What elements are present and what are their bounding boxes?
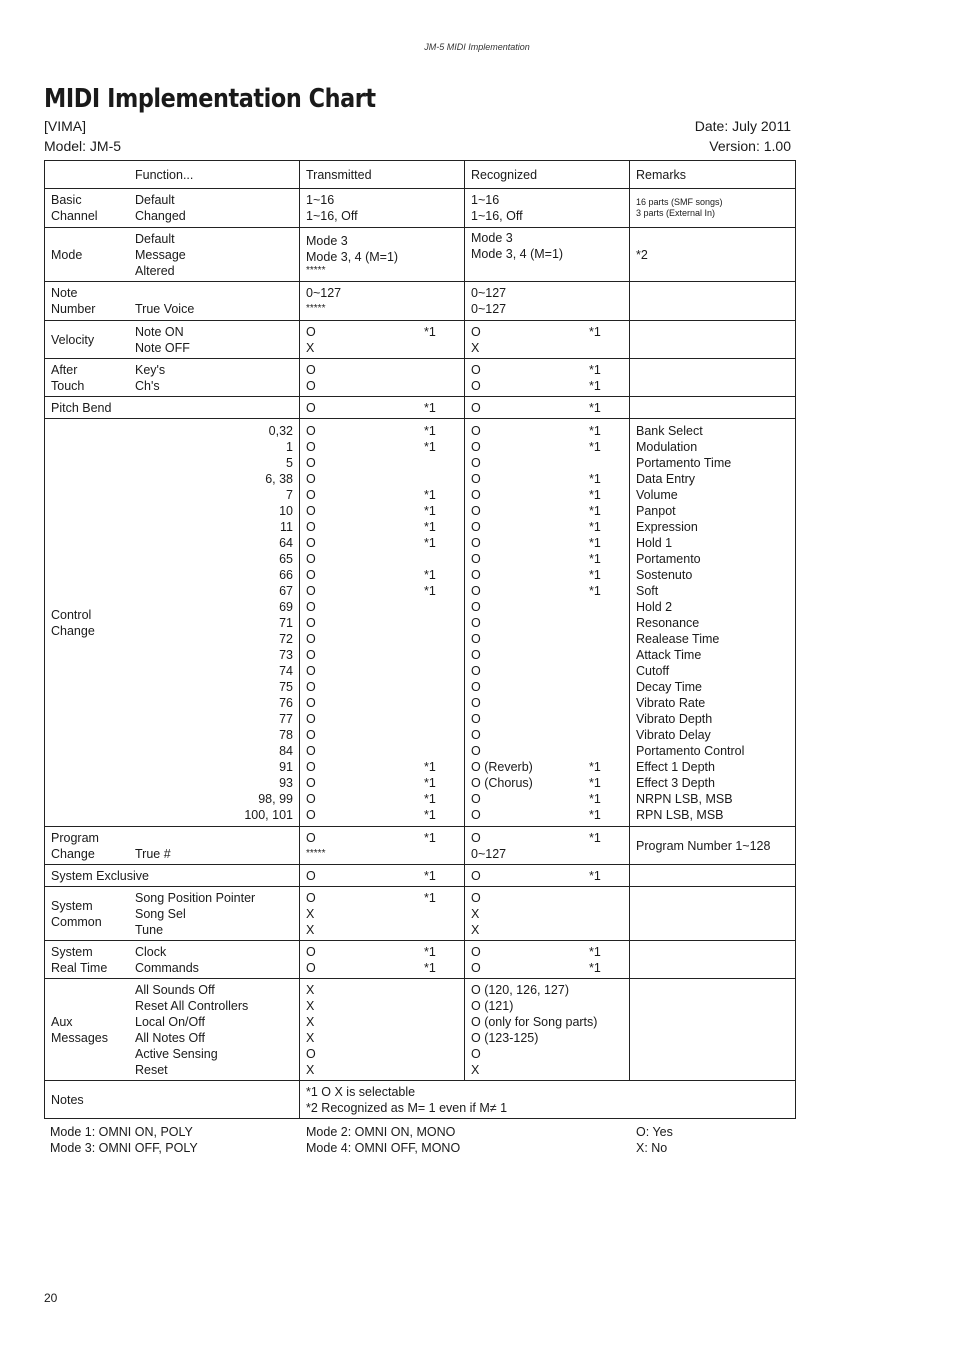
control-number: 7 <box>286 487 293 502</box>
date-label: Date: July 2011 <box>694 118 791 134</box>
control-rx-line: O *1 <box>471 519 601 534</box>
control-remark: Cutoff <box>636 663 670 678</box>
system-exclusive-row: System Exclusive O *1 O *1 <box>45 865 796 887</box>
control-rx-line: O *1 <box>471 807 601 822</box>
velocity-row: Velocity Note ON Note OFF O X *1 O X *1 <box>45 321 796 359</box>
control-number: 78 <box>279 727 293 742</box>
control-rx-line: O <box>471 455 481 470</box>
control-tx-line: O *1 <box>306 791 436 806</box>
control-number: 100, 101 <box>244 807 293 822</box>
control-tx-line: O <box>306 679 316 694</box>
control-tx-line: O *1 <box>306 439 436 454</box>
meta-right <box>600 116 791 156</box>
control-number: 98, 99 <box>258 791 293 806</box>
control-tx-line: O <box>306 551 316 566</box>
control-number: 74 <box>279 663 293 678</box>
control-rx-line: O <box>471 631 481 646</box>
control-remark: Resonance <box>636 615 700 630</box>
control-tx-line: O *1 <box>306 775 436 790</box>
control-remarks <box>630 421 795 825</box>
control-remark: Portamento Control <box>636 743 745 758</box>
control-tx-line: O <box>306 727 316 742</box>
control-remark: Soft <box>636 583 659 598</box>
control-tx-line: O <box>306 695 316 710</box>
control-tx-line: O <box>306 647 316 662</box>
control-tx-line: O *1 <box>306 807 436 822</box>
control-tx-line: O <box>306 599 316 614</box>
control-tx-line: O *1 <box>306 503 436 518</box>
control-number: 91 <box>279 759 293 774</box>
control-remark: Modulation <box>636 439 698 454</box>
control-remark: Expression <box>636 519 698 534</box>
pitch-bend-row: Pitch Bend O *1 O *1 <box>45 397 796 419</box>
control-remark: Data Entry <box>636 471 696 486</box>
control-rx-line: O *1 <box>471 567 601 582</box>
control-tx-line: O *1 <box>306 759 436 774</box>
control-rx-line: O <box>471 679 481 694</box>
control-remark: Decay Time <box>636 679 702 694</box>
control-remark: Vibrato Depth <box>636 711 713 726</box>
page-title: MIDI Implementation Chart <box>44 84 376 114</box>
version-label: Version: 1.00 <box>709 138 791 154</box>
control-tx-line: O *1 <box>306 567 436 582</box>
notes-row: Notes *1 O X is selectable *2 Recognized as M= 1 even if M≠ 1 <box>45 1081 796 1119</box>
midi-chart-table <box>44 160 796 1119</box>
control-remark: Bank Select <box>636 423 703 438</box>
control-remark: Sostenuto <box>636 567 693 582</box>
control-remark: Portamento <box>636 551 701 566</box>
control-rx-line: O *1 <box>471 423 601 438</box>
control-rx-line: O *1 <box>471 791 601 806</box>
control-tx-line: O *1 <box>306 535 436 550</box>
control-number: 0,32 <box>268 423 293 438</box>
control-remark: Attack Time <box>636 647 702 662</box>
control-tx-line: O <box>306 663 316 678</box>
remarks-header: Remarks <box>630 161 796 189</box>
control-number: 10 <box>279 503 293 518</box>
control-rx-line: O *1 <box>471 487 601 502</box>
control-number: 69 <box>279 599 293 614</box>
control-tx-line: O <box>306 471 316 486</box>
control-remark: Realease Time <box>636 631 720 646</box>
system-realtime-row: System Real Time Clock Commands O O *1 *1 O O *1 *1 <box>45 941 796 979</box>
recognized-header: Recognized <box>465 161 630 189</box>
control-number: 6, 38 <box>265 471 293 486</box>
control-number: 65 <box>279 551 293 566</box>
control-rx-line: O *1 <box>471 551 601 566</box>
transmitted-header: Transmitted <box>300 161 465 189</box>
control-remark: Portamento Time <box>636 455 732 470</box>
control-number: 64 <box>279 535 293 550</box>
vima-label: [VIMA] <box>44 118 87 134</box>
control-rx-line: O <box>471 727 481 742</box>
header-row <box>45 161 796 189</box>
control-number: 77 <box>279 711 293 726</box>
mode-row: Mode Default Message Altered Mode 3 Mode 3, 4 (M=1) ***** Mode 3 Mode 3, 4 (M=1) *2 <box>45 228 796 282</box>
control-change-row: Control Change 0,32 1 5 6, 38 7 10 11 64 65 66 67 69 71 72 73 74 75 76 77 78 84 91 93 98, 99 100, 101 O *1 O *1 O O O *1 O *1 O *1 O *1 O O *1 O *1 O O O O O O O O O O O *1 O *1 O *1 O *1 O *1 O *1 O O *1 O *1 O *1 O *1 O *1 O *1 O *1 O *1 O O O O O O O O O O O (Reverb) *1 O (Chorus) *1 O *1 O *1 Bank Select Modulation Portamento Time Data Entry Volume Panpot Expression Hold 1 Portamento Sostenuto Soft Hold 2 Resonance Realease Time Attack Time Cutoff Decay Time Vibrato Rate Vibrato Depth Vibrato Delay Portamento Control Effect 1 Depth Effect 3 Depth NRPN LSB, MSB RPN LSB, MSB <box>45 419 796 827</box>
control-number: 76 <box>279 695 293 710</box>
control-number: 71 <box>279 615 293 630</box>
control-remark: Hold 2 <box>636 599 673 614</box>
function-header: Function... <box>45 161 300 189</box>
control-number: 66 <box>279 567 293 582</box>
control-rx-line: O (Reverb) *1 <box>471 759 601 774</box>
control-recognized <box>465 421 629 825</box>
footer-modes-right: Mode 2: OMNI ON, MONO Mode 4: OMNI OFF, MONO <box>306 1125 461 1155</box>
control-rx-line: O *1 <box>471 471 601 486</box>
control-number: 67 <box>279 583 293 598</box>
control-rx-line: O *1 <box>471 535 601 550</box>
page-number: 20 <box>44 1291 58 1305</box>
control-remark: Effect 3 Depth <box>636 775 715 790</box>
after-touch-row: After Touch Key's Ch's O O O O *1 *1 <box>45 359 796 397</box>
control-rx-line: O *1 <box>471 583 601 598</box>
control-rx-line: O <box>471 695 481 710</box>
control-rx-line: O <box>471 647 481 662</box>
control-number: 1 <box>286 439 293 454</box>
control-rx-line: O *1 <box>471 503 601 518</box>
meta-left <box>44 116 121 156</box>
control-remark: Volume <box>636 487 678 502</box>
control-tx-line: O <box>306 743 316 758</box>
control-remark: Effect 1 Depth <box>636 759 715 774</box>
control-remark: Hold 1 <box>636 535 673 550</box>
control-tx-line: O <box>306 631 316 646</box>
control-transmitted <box>300 421 464 825</box>
control-remark: NRPN LSB, MSB <box>636 791 733 806</box>
control-remark: RPN LSB, MSB <box>636 807 724 822</box>
control-tx-line: O <box>306 711 316 726</box>
model-label: Model: JM-5 <box>44 138 122 154</box>
control-tx-line: O *1 <box>306 423 436 438</box>
note-number-row: Note Number True Voice 0~127 ***** 0~127 0~127 <box>45 282 796 321</box>
program-change-row: Program Change True # O ***** *1 O 0~127 *1 Program Number 1~128 <box>45 827 796 865</box>
control-tx-line: O *1 <box>306 583 436 598</box>
footer-modes-left: Mode 1: OMNI ON, POLY Mode 3: OMNI OFF, POLY <box>50 1125 198 1155</box>
control-rx-line: O (Chorus) *1 <box>471 775 601 790</box>
control-number: 73 <box>279 647 293 662</box>
control-tx-line: O *1 <box>306 487 436 502</box>
control-rx-line: O <box>471 663 481 678</box>
control-remark: Vibrato Delay <box>636 727 711 742</box>
control-number: 11 <box>280 519 293 534</box>
control-number: 93 <box>279 775 293 790</box>
running-header: JM-5 MIDI Implementation <box>424 42 530 52</box>
control-number: 72 <box>279 631 293 646</box>
control-tx-line: O <box>306 455 316 470</box>
control-rx-line: O <box>471 711 481 726</box>
system-common-row: System Common Song Position Pointer Song Sel Tune O X X *1 O X X <box>45 887 796 941</box>
basic-channel-row: Basic Channel Default Changed 1~16 1~16, Off 1~16 1~16, Off 16 parts (SMF songs) 3 parts (External In) <box>45 189 796 228</box>
control-numbers <box>135 421 299 825</box>
aux-messages-row: Aux Messages All Sounds Off Reset All Controllers Local On/Off All Notes Off Active Sensing Reset X X X X O X O (120, 126, 127) O (121) O (only for Song parts) O (123-125) O X <box>45 979 796 1081</box>
control-rx-line: O <box>471 599 481 614</box>
control-rx-line: O <box>471 615 481 630</box>
control-tx-line: O *1 <box>306 519 436 534</box>
footer-legend: O: Yes X: No <box>636 1125 673 1155</box>
control-number: 84 <box>279 743 293 758</box>
control-number: 75 <box>279 679 293 694</box>
control-rx-line: O *1 <box>471 439 601 454</box>
control-rx-line: O <box>471 743 481 758</box>
control-tx-line: O <box>306 615 316 630</box>
control-remark: Panpot <box>636 503 676 518</box>
control-number: 5 <box>286 455 293 470</box>
control-remark: Vibrato Rate <box>636 695 706 710</box>
